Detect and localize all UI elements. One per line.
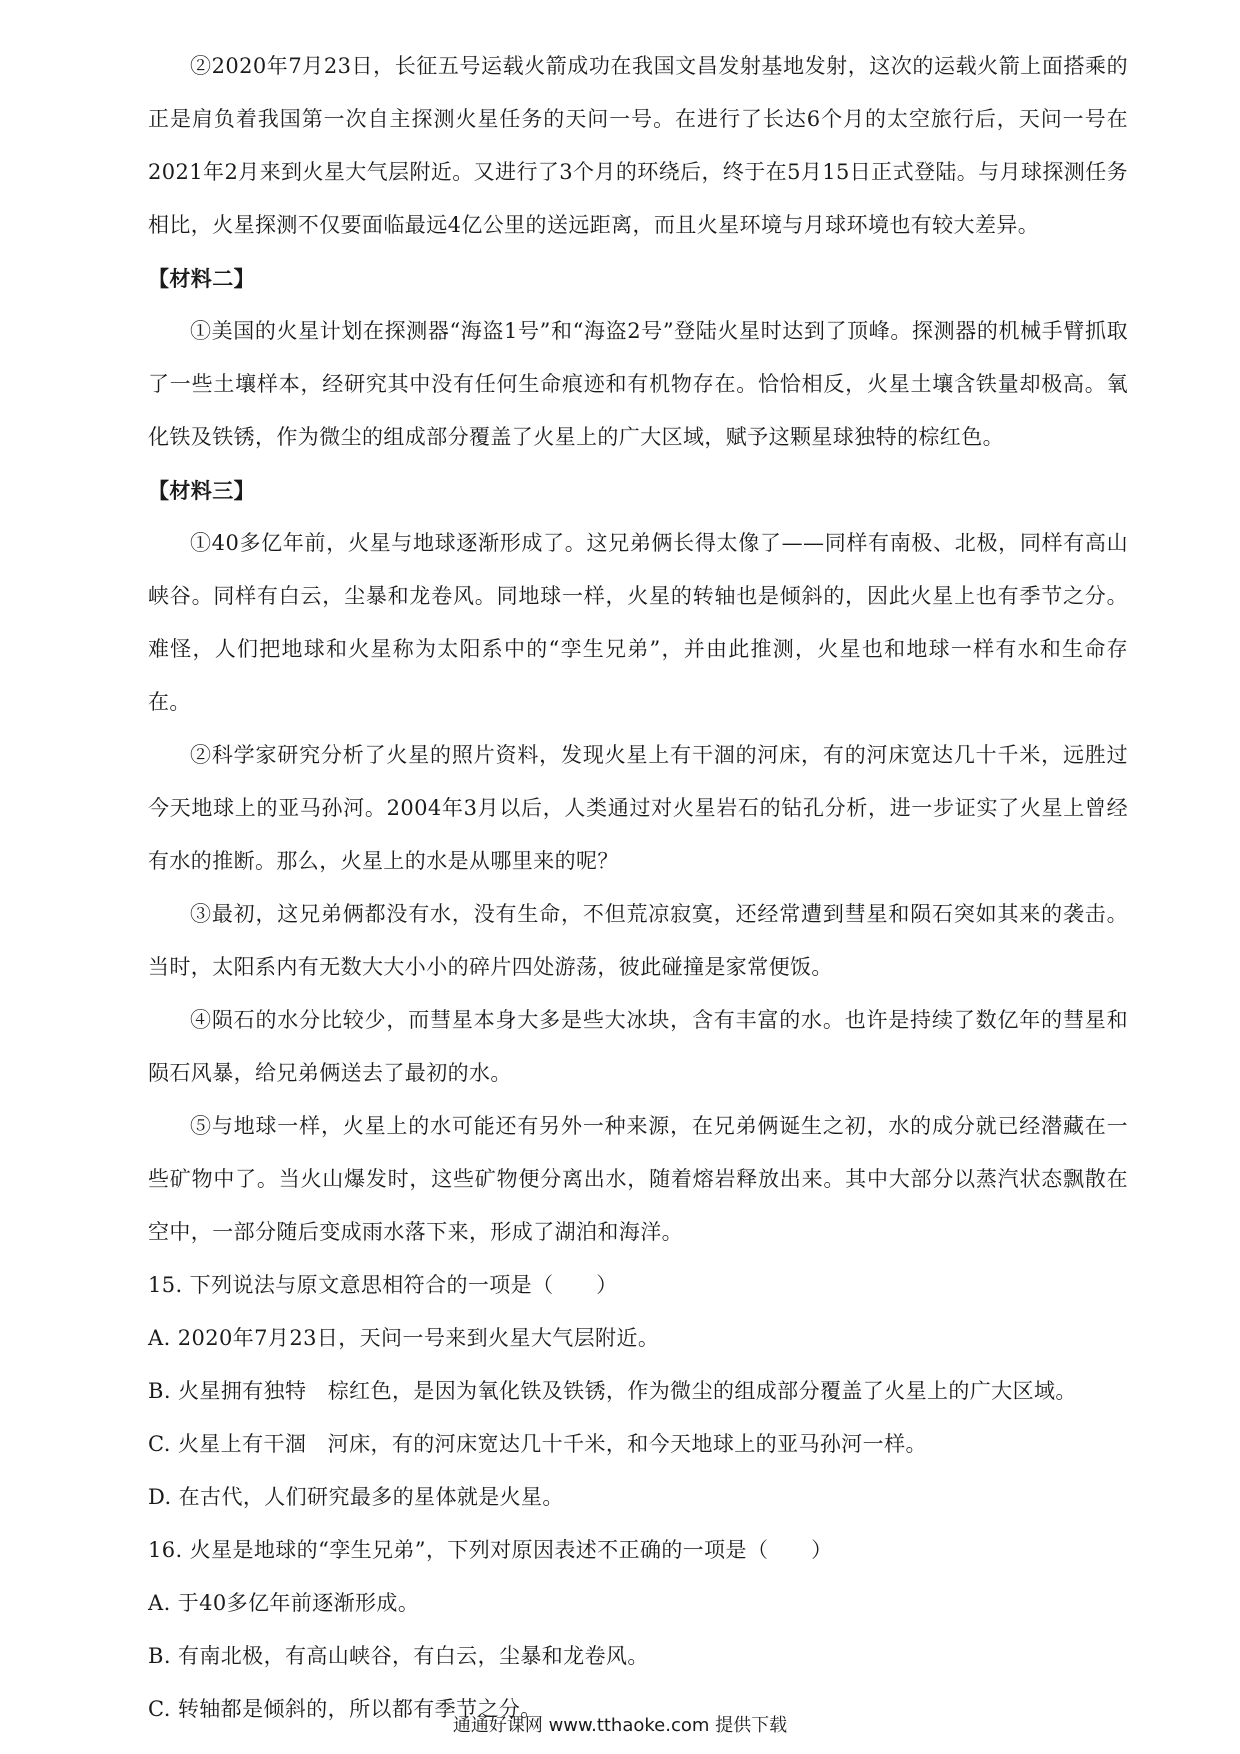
document-body (148, 40, 1128, 1736)
question-15-option-d: D. 在古代，人们研究最多的星体就是火星。 (148, 1485, 564, 1509)
page-footer: 通通好课网 www.tthaoke.com 提供下载 (452, 1715, 788, 1736)
question-16-option-c: C. 转轴都是倾斜的，所以都有季节之分。 (148, 1697, 542, 1721)
material2-heading: 【材料二】 (148, 266, 255, 291)
intro-paragraph: ②2020年7月23日，长征五号运载火箭成功在我国文昌发射基地发射，这次的运载火箭上面搭乘的正是肩负着我国第一次自主探测火星任务的天问一号。在进行了长达6个月的太空旅行后，天问一号在2021年2月来到火星大气层附近。又进行了3个月的环绕后，终于在5月15日正式登陆。与月球探测任务相比，火星探测不仅要面临最远4亿公里的送远距离，而且火星环境与月球环境也有较大差异。 (148, 54, 1128, 237)
material3-paragraph-3: ③最初，这兄弟俩都没有水，没有生命，不但荒凉寂寞，还经常遭到彗星和陨石突如其来的袭击。当时，太阳系内有无数大大小小的碎片四处游荡，彼此碰撞是家常便饭。 (148, 902, 1128, 979)
material3-paragraph-4: ④陨石的水分比较少，而彗星本身大多是些大冰块，含有丰富的水。也许是持续了数亿年的彗星和陨石风暴，给兄弟俩送去了最初的水。 (148, 1008, 1128, 1085)
material3-heading: 【材料三】 (148, 478, 255, 503)
question-15-option-b: B. 火星拥有独特 棕红色，是因为氧化铁及铁锈，作为微尘的组成部分覆盖了火星上的广大区域。 (148, 1379, 1077, 1403)
question-16-option-b: B. 有南北极，有高山峡谷，有白云，尘暴和龙卷风。 (148, 1644, 649, 1668)
material3-paragraph-5: ⑤与地球一样，火星上的水可能还有另外一种来源，在兄弟俩诞生之初，水的成分就已经潜藏在一些矿物中了。当火山爆发时，这些矿物便分离出水，随着熔岩释放出来。其中大部分以蒸汽状态飘散在空中，一部分随后变成雨水落下来，形成了湖泊和海洋。 (148, 1114, 1128, 1244)
question-16-option-a: A. 于40多亿年前逐渐形成。 (148, 1591, 420, 1615)
question-15-option-a: A. 2020年7月23日，天问一号来到火星大气层附近。 (148, 1326, 660, 1350)
material3-paragraph-1: ①40多亿年前，火星与地球逐渐形成了。这兄弟俩长得太像了——同样有南极、北极，同样有高山峡谷。同样有白云，尘暴和龙卷风。同地球一样，火星的转轴也是倾斜的，因此火星上也有季节之分。难怪，人们把地球和火星称为太阳系中的“孪生兄弟”，并由此推测，火星也和地球一样有水和生命存在。 (148, 531, 1128, 714)
question-15-stem: 15. 下列说法与原文意思相符合的一项是（ ） (148, 1273, 618, 1297)
material3-paragraph-2: ②科学家研究分析了火星的照片资料，发现火星上有干涸的河床，有的河床宽达几十千米，远胜过今天地球上的亚马孙河。2004年3月以后，人类通过对火星岩石的钻孔分析，进一步证实了火星上曾经有水的推断。那么，火星上的水是从哪里来的呢？ (148, 743, 1128, 873)
question-16-stem: 16. 火星是地球的“孪生兄弟”，下列对原因表述不正确的一项是（ ） (148, 1538, 833, 1562)
question-15-option-c: C. 火星上有干涸 河床，有的河床宽达几十千米，和今天地球上的亚马孙河一样。 (148, 1432, 927, 1456)
material2-paragraph-1: ①美国的火星计划在探测器“海盗1号”和“海盗2号”登陆火星时达到了顶峰。探测器的机械手臂抓取了一些土壤样本，经研究其中没有任何生命痕迹和有机物存在。恰恰相反，火星土壤含铁量却极高。氧化铁及铁锈，作为微尘的组成部分覆盖了火星上的广大区域，赋予这颗星球独特的棕红色。 (148, 319, 1128, 449)
